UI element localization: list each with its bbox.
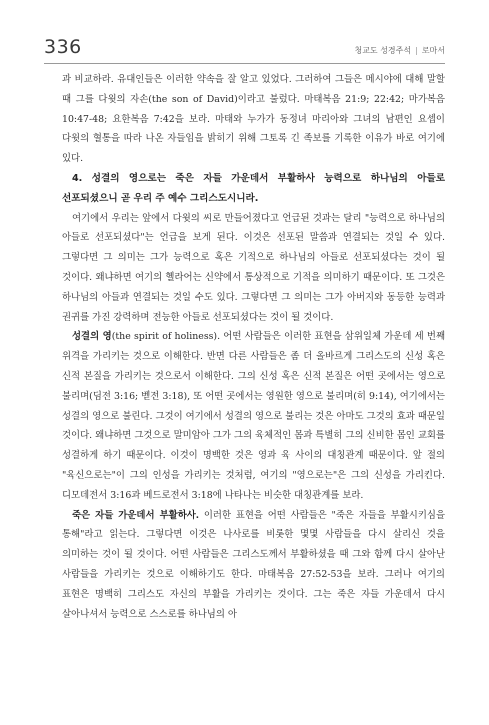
lead-term: 성결의 영 [72, 331, 112, 343]
paragraph-continuation: 과 비교하라. 유대인들은 이러한 약속을 잘 알고 있었다. 그러하여 그들은 메시야에 대해 말할 때 그를 다윗의 자손(the son of David)이라고 불렀다. 마태복음 21:9; 22:42; 마가복음 10:47-48; 요한복음 7:42을 보라. 마태와 누가가 동정녀 마리아와 그녀의 남편인 요셉이 다윗의 혈통을 따라 나온 자들임을 밝히기 위해 그토록 긴 족보를 기록한 이유가 바로 여기에 있다. [62, 74, 445, 165]
paragraph-spirit-of-holiness [62, 327, 445, 505]
lead-term: 죽은 자들 가운데서 부활하사. [72, 509, 200, 521]
series-title: 청교도 성경주석 [354, 46, 412, 55]
paragraph-resurrection [62, 506, 445, 625]
paragraph-body: 여기에서 우리는 앞에서 다윗의 씨로 만들어졌다고 언급된 것과는 달리 "능력으로 하나님의 아들로 선포되셨다"는 언급을 보게 된다. 이것은 선포된 말씀과 연결되는 것일 수 있다. 그렇다면 그 의미는 그가 능력으로 혹은 기적으로 하나님의 아들로 선포되셨다는 것이 될 것이다. 왜냐하면 여기의 헬라어는 신약에서 통상적으로 기적을 의미하기 때문이다. 또 그것은 하나님의 아들과 연결되는 것일 수도 있다. 그렇다면 그 의미는 그가 아버지와 동등한 능력과 권귀를 가진 강력하며 전능한 아들로 선포되셨다는 것이 될 것이다. [62, 212, 445, 323]
paragraph-text: 이러한 표현을 어떤 사람들은 "죽은 자들을 부활시키심을 통해"라고 읽는다. 그렇다면 이것은 나사로를 비롯한 몇몇 사람들을 다시 살리신 것을 의미하는 것이 될 것이다. 어떤 사람들은 그리스도께서 부활하셨을 때 그와 함께 다시 살아난 사람들을 가리키는 것으로 이해하기도 한다. 마태복음 27:52-53을 보라. 그러나 여기의 표현은 명백히 그리스도 자신의 부활을 가리키는 것이다. 그는 죽은 자들 가운데서 다시 살아나셔서 능력으로 스스로를 하나님의 아 [62, 509, 446, 620]
page-number: 336 [44, 36, 82, 58]
header-rule [44, 63, 445, 64]
page-header [44, 36, 445, 62]
book-title: 로마서 [421, 46, 445, 55]
paragraph-text: (the spirit of holiness). 어떤 사람들은 이러한 표현을 삼위일체 가운데 세 번째 위격을 가리키는 것으로 이해한다. 반면 다른 사람들은 좀 더 올바르게 그리스도의 신성 혹은 신적 본질을 가리키는 것으로서 이해한다. 그의 신성 혹은 신적 본질은 어떤 곳에서는 영으로 불리며(딤전 3:16; 벧전 3:18), 또 어떤 곳에서는 영원한 영으로 불리며(히 9:14), 여기에서는 성결의 영으로 불린다. 그것이 여기에서 성결의 영으로 불리는 것은 아마도 그것의 효과 때문일 것이다. 왜냐하면 그것으로 말미암아 그가 그의 육체적인 몸과 특별히 그의 신비한 몸인 교회를 성결하게 하기 때문이다. 이것이 명백한 것은 영과 육 사이의 대칭관계 때문이다. 앞 절의 "육신으로는"이 그의 인성을 가리키는 것처럼, 여기의 "영으로는"은 그의 신성을 가리킨다. 디모데전서 3:16과 베드로전서 3:18에 나타나는 비슷한 대칭관계를 보라. [62, 331, 445, 501]
header-separator: | [415, 46, 418, 55]
verse-heading: 4. 성결의 영으로는 죽은 자들 가운데서 부활하사 능력으로 하나님의 아들로 선포되셨으니 곧 우리 주 예수 그리스도시니라. [62, 172, 445, 204]
running-header [354, 45, 445, 56]
page-body [62, 70, 445, 624]
